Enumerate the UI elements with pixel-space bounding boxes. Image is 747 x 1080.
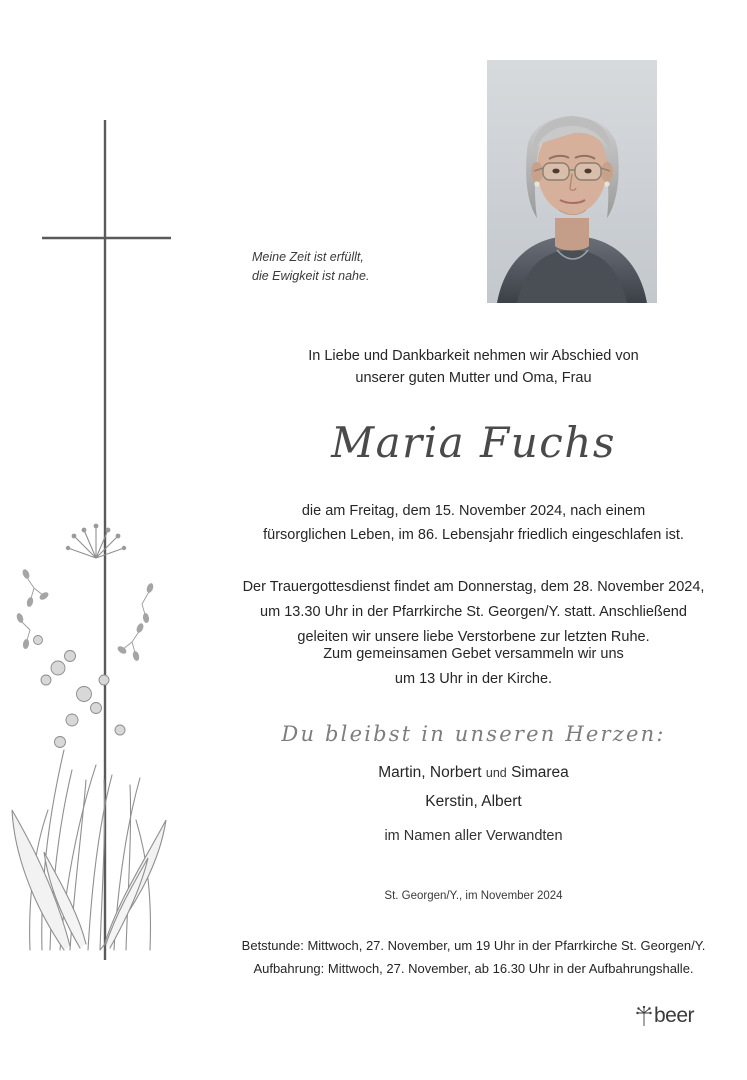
verse	[252, 248, 512, 287]
verse-line-2: die Ewigkeit ist nahe.	[252, 269, 370, 284]
publisher-logo	[636, 1004, 694, 1028]
dandelion-icon	[636, 1006, 652, 1026]
decoration-column	[0, 0, 210, 1080]
family-line-1	[200, 764, 747, 782]
prayer-details	[200, 642, 747, 692]
memorial-phrase: Du bleibst in unseren Herzen:	[281, 722, 666, 746]
death-details	[200, 500, 747, 548]
intro-line-2: unserer guten Mutter und Oma, Frau	[355, 370, 592, 387]
family-names-a: Martin, Norbert	[378, 764, 482, 781]
family-line-3: im Namen aller Verwandten	[384, 828, 563, 844]
additional-notices	[200, 935, 747, 981]
wildflower-illustration	[0, 480, 200, 960]
verse-line-1: Meine Zeit ist erfüllt,	[252, 250, 364, 264]
funeral-service-details	[200, 575, 747, 650]
prayer-line-2: um 13 Uhr in der Kirche.	[394, 670, 553, 687]
service-line-3: geleiten wir unsere liebe Verstorbene zur letzten Ruhe.	[297, 628, 650, 645]
family-names-b: Simarea	[511, 764, 569, 781]
family-conjunction: und	[485, 766, 507, 780]
logo-text: beer	[654, 1004, 695, 1027]
notice-line-1: Betstunde: Mittwoch, 27. November, um 19 Uhr in der Pfarrkirche St. Georgen/Y.	[241, 938, 706, 953]
family-line-2: Kerstin, Albert	[425, 793, 522, 810]
place-and-date: St. Georgen/Y., im November 2024	[384, 890, 563, 902]
death-line-2: fürsorglichen Leben, im 86. Lebensjahr friedlich eingeschlafen ist.	[263, 526, 684, 543]
service-line-2: um 13.30 Uhr in der Pfarrkirche St. Georgen/Y. statt. Anschließend	[260, 603, 687, 620]
service-line-1: Der Trauergottesdienst findet am Donnerstag, dem 28. November 2024,	[242, 579, 705, 595]
prayer-line-1: Zum gemeinsamen Gebet versammeln wir uns	[323, 646, 624, 662]
intro-text	[200, 345, 747, 390]
notice-line-2: Aufbahrung: Mittwoch, 27. November, ab 16.30 Uhr in der Aufbahrungshalle.	[253, 960, 694, 976]
intro-line-1: In Liebe und Dankbarkeit nehmen wir Abschied von	[308, 348, 639, 364]
card-content	[200, 0, 747, 1080]
death-line-1: die am Freitag, dem 15. November 2024, nach einem	[301, 503, 646, 519]
deceased-name: Maria Fuchs	[331, 418, 616, 467]
